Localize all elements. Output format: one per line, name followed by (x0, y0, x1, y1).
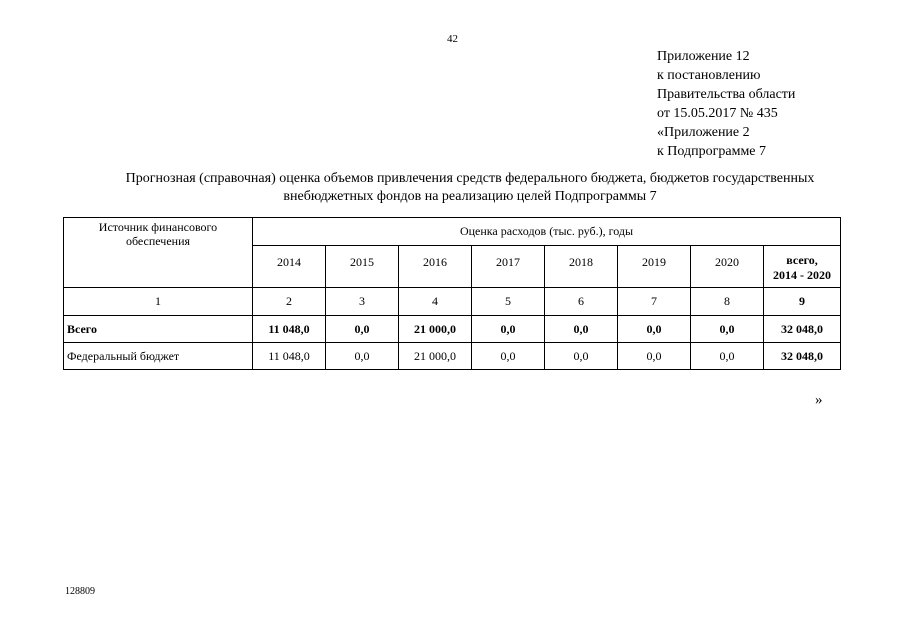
document-title-line: Прогнозная (справочная) оценка объемов привлечения средств федерального бюджета, бюджетов государственных (125, 171, 815, 186)
value-cell: 0,0 (326, 343, 399, 370)
total-header-cell (764, 246, 841, 288)
value-cell: 0,0 (691, 316, 764, 343)
value-cell: 0,0 (618, 343, 691, 370)
column-number-cell: 3 (326, 288, 399, 316)
row-label-cell: Федеральный бюджет (64, 343, 253, 370)
annex-line: к постановлению (657, 68, 761, 83)
value-cell: 0,0 (618, 316, 691, 343)
column-number-cell: 2 (253, 288, 326, 316)
total-header-line: всего, (786, 253, 818, 267)
value-cell: 11 048,0 (253, 316, 326, 343)
column-number-cell: 4 (399, 288, 472, 316)
annex-line: к Подпрограмме 7 (657, 144, 767, 159)
source-header-cell: Источник финансового обеспечения (64, 218, 253, 288)
year-header-cell: 2020 (691, 246, 764, 288)
year-header-cell: 2017 (472, 246, 545, 288)
year-header-cell: 2014 (253, 246, 326, 288)
annex-line: «Приложение 2 (657, 125, 750, 140)
document-title (75, 170, 865, 206)
table-header-row (64, 218, 841, 246)
annex-line: Правительства области (657, 87, 796, 102)
total-header-line: 2014 - 2020 (773, 268, 831, 282)
value-cell: 0,0 (326, 316, 399, 343)
column-number-cell: 8 (691, 288, 764, 316)
year-header-cell: 2016 (399, 246, 472, 288)
estimate-header-cell: Оценка расходов (тыс. руб.), годы (253, 218, 841, 246)
value-cell: 0,0 (545, 343, 618, 370)
annex-line: Приложение 12 (657, 49, 750, 64)
column-number-cell: 6 (545, 288, 618, 316)
row-total-cell: 32 048,0 (764, 343, 841, 370)
table-row-federal (64, 343, 841, 370)
value-cell: 11 048,0 (253, 343, 326, 370)
footer-code: 128809 (65, 586, 95, 597)
value-cell: 21 000,0 (399, 316, 472, 343)
year-header-cell: 2019 (618, 246, 691, 288)
column-number-cell: 7 (618, 288, 691, 316)
document-title-line: внебюджетных фондов на реализацию целей Подпрограммы 7 (283, 189, 657, 204)
page-number: 42 (447, 33, 458, 45)
column-number-cell: 1 (64, 288, 253, 316)
year-header-cell: 2015 (326, 246, 399, 288)
value-cell: 0,0 (691, 343, 764, 370)
column-number-cell: 5 (472, 288, 545, 316)
value-cell: 21 000,0 (399, 343, 472, 370)
row-label-cell: Всего (64, 316, 253, 343)
table-row-total (64, 316, 841, 343)
closing-quote: » (815, 392, 823, 408)
year-header-cell: 2018 (545, 246, 618, 288)
budget-table (63, 217, 841, 370)
row-total-cell: 32 048,0 (764, 316, 841, 343)
value-cell: 0,0 (472, 316, 545, 343)
column-number-cell: 9 (764, 288, 841, 316)
value-cell: 0,0 (545, 316, 618, 343)
annex-line: от 15.05.2017 № 435 (657, 106, 778, 121)
annex-block (657, 47, 795, 161)
value-cell: 0,0 (472, 343, 545, 370)
column-number-row (64, 288, 841, 316)
